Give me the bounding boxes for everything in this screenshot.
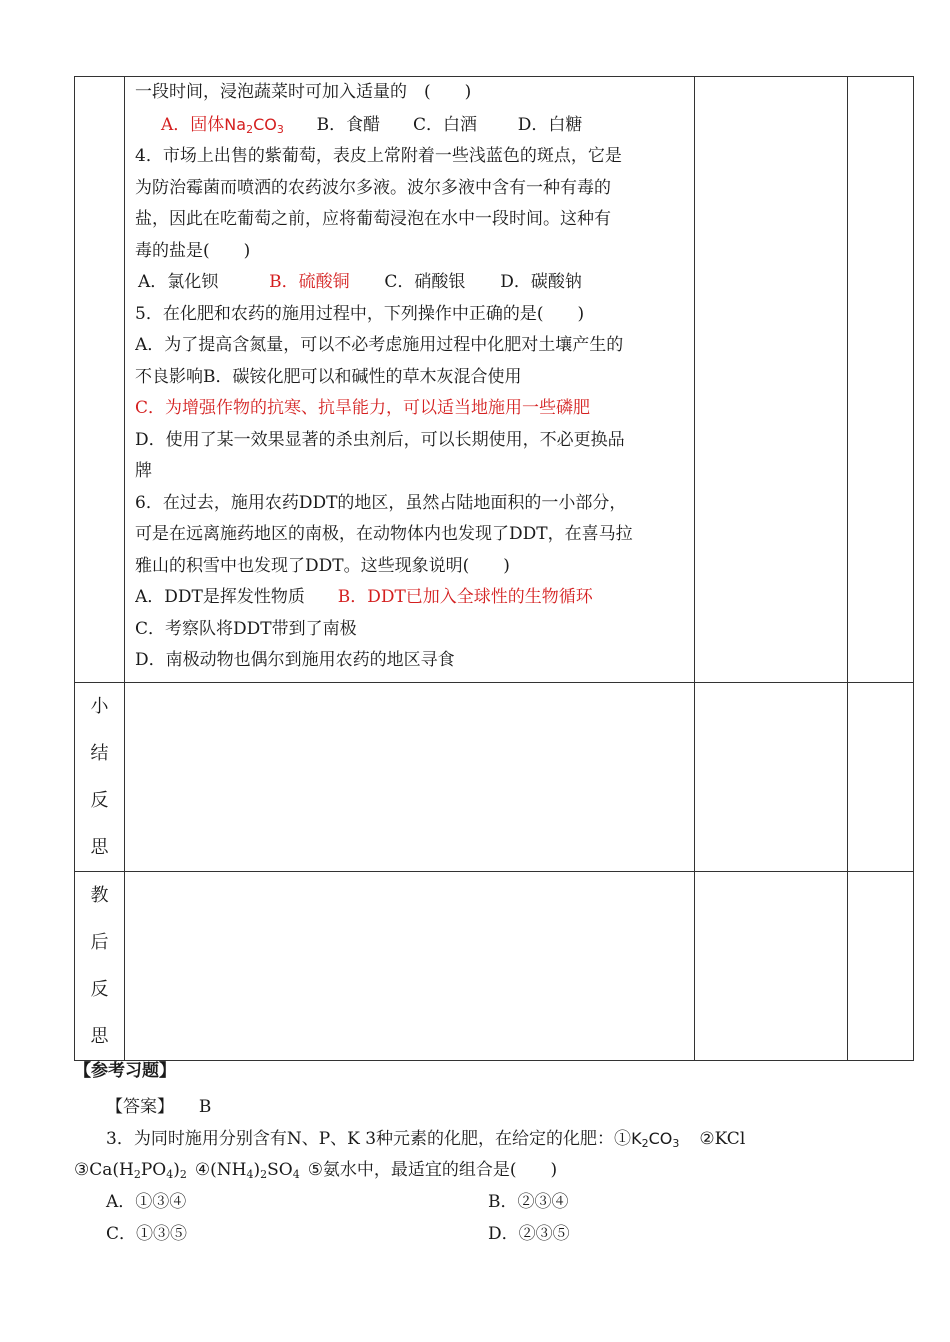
after-class-label-char: 教: [90, 885, 109, 906]
q4-option-a: A．氯化钡: [138, 272, 219, 292]
summary-label-char: 结: [90, 743, 109, 764]
summary-label-char: 反: [90, 790, 109, 811]
after-class-label-char: 后: [90, 932, 109, 953]
notes-cell: [695, 77, 848, 683]
q6-option-c: C．考察队将DDT带到了南极: [135, 618, 357, 639]
after-class-label-char: 反: [90, 979, 109, 1000]
after-class-row: [75, 872, 914, 1061]
summary-label-char: 小: [90, 696, 109, 717]
q4-option-d: D．碳酸钠: [500, 272, 582, 292]
after-class-extra-cell: [848, 872, 914, 1061]
summary-label-cell: [75, 683, 125, 872]
q3-option-c: C．白酒: [412, 114, 477, 135]
q3-option-b: B．食醋: [316, 114, 381, 135]
reference-q3-line-2: $③Ca(H_2PO_4)_2$ $④(NH_4)_2SO_4$ ⑤氨水中，最适宜的组合是( ): [74, 1160, 558, 1181]
q4-line-2: 为防治霉菌而喷洒的农药波尔多液。波尔多液中含有一种有毒的: [135, 177, 611, 198]
q4-option-b: B．硫酸铜: [269, 272, 350, 292]
row-label-cell: [75, 77, 125, 683]
q3-option-a: A．固体$Na_2CO_3$: [161, 114, 284, 136]
q5-option-d-line-1: D．使用了某一效果显著的杀虫剂后，可以长期使用，不必更换品: [135, 429, 625, 450]
answer-label: 【答案】: [106, 1097, 174, 1117]
q6-line-1: 6．在过去，施用农药DDT的地区，虽然占陆地面积的一小部分，: [135, 492, 627, 513]
summary-extra-cell: [848, 683, 914, 872]
q5-option-a-line-2: 不良影响B．碳铵化肥可以和碱性的草木灰混合使用: [135, 366, 522, 387]
after-class-label-cell: [75, 872, 125, 1061]
reference-option-b: B．②③④: [488, 1192, 569, 1212]
answer-line: [106, 1092, 211, 1117]
reference-option-d: D．②③⑤: [488, 1224, 570, 1244]
summary-row: [75, 683, 914, 872]
reference-option-a: A．①③④: [106, 1192, 187, 1212]
q5-option-d-line-2: 牌: [135, 461, 152, 481]
q4-line-4: 毒的盐是( ): [135, 240, 251, 261]
after-class-notes-cell: [695, 872, 848, 1061]
q5-stem: 5．在化肥和农药的施用过程中，下列操作中正确的是( ): [135, 303, 585, 324]
q3-tail-text: 一段时间，浸泡蔬菜时可加入适量的 ( ): [135, 82, 472, 102]
answer-value: B: [198, 1097, 212, 1117]
summary-notes-cell: [695, 683, 848, 872]
summary-label-char: 思: [90, 837, 109, 858]
q4-option-c: C．硝酸银: [384, 272, 466, 292]
after-class-label-char: 思: [90, 1026, 109, 1047]
after-class-content-cell: [125, 872, 695, 1061]
q4-line-3: 盐，因此在吃葡萄之前，应将葡萄浸泡在水中一段时间。这种有: [135, 209, 611, 229]
q4-line-1: 4．市场上出售的紫葡萄，表皮上常附着一些浅蓝色的斑点，它是: [135, 146, 622, 166]
reference-option-c: C．①③⑤: [106, 1224, 188, 1244]
q4-options: [135, 267, 686, 299]
q3-option-d: D．白糖: [517, 114, 583, 135]
q6-option-a: A．DDT是挥发性物质: [135, 587, 305, 607]
exercise-row: [75, 77, 914, 683]
q3-options: [135, 109, 686, 142]
q6-line-2: 可是在远离施药地区的南极，在动物体内也发现了DDT，在喜马拉: [135, 524, 633, 544]
summary-content-cell: [125, 683, 695, 872]
q6-line-3: 雅山的积雪中也发现了DDT。这些现象说明( ): [135, 555, 510, 576]
q6-options-ab: [135, 582, 686, 614]
q6-option-b: B．DDT已加入全球性的生物循环: [337, 587, 593, 607]
q5-option-a-line-1: A．为了提高含氮量，可以不必考虑施用过程中化肥对土壤产生的: [135, 335, 624, 355]
exercise-cell: [125, 77, 695, 683]
lesson-table: [74, 76, 914, 1061]
q6-option-d: D．南极动物也偶尔到施用农药的地区寻食: [135, 650, 455, 670]
reference-title: 【参考习题】: [74, 1061, 176, 1081]
reference-q3-line-1: 3．为同时施用分别含有N、P、K 3种元素的化肥，在给定的化肥：$①K_2CO_3$ ②KCl: [106, 1129, 746, 1150]
q5-option-c: C．为增强作物的抗寒、抗旱能力，可以适当地施用一些磷肥: [135, 398, 591, 418]
extra-cell: [848, 77, 914, 683]
